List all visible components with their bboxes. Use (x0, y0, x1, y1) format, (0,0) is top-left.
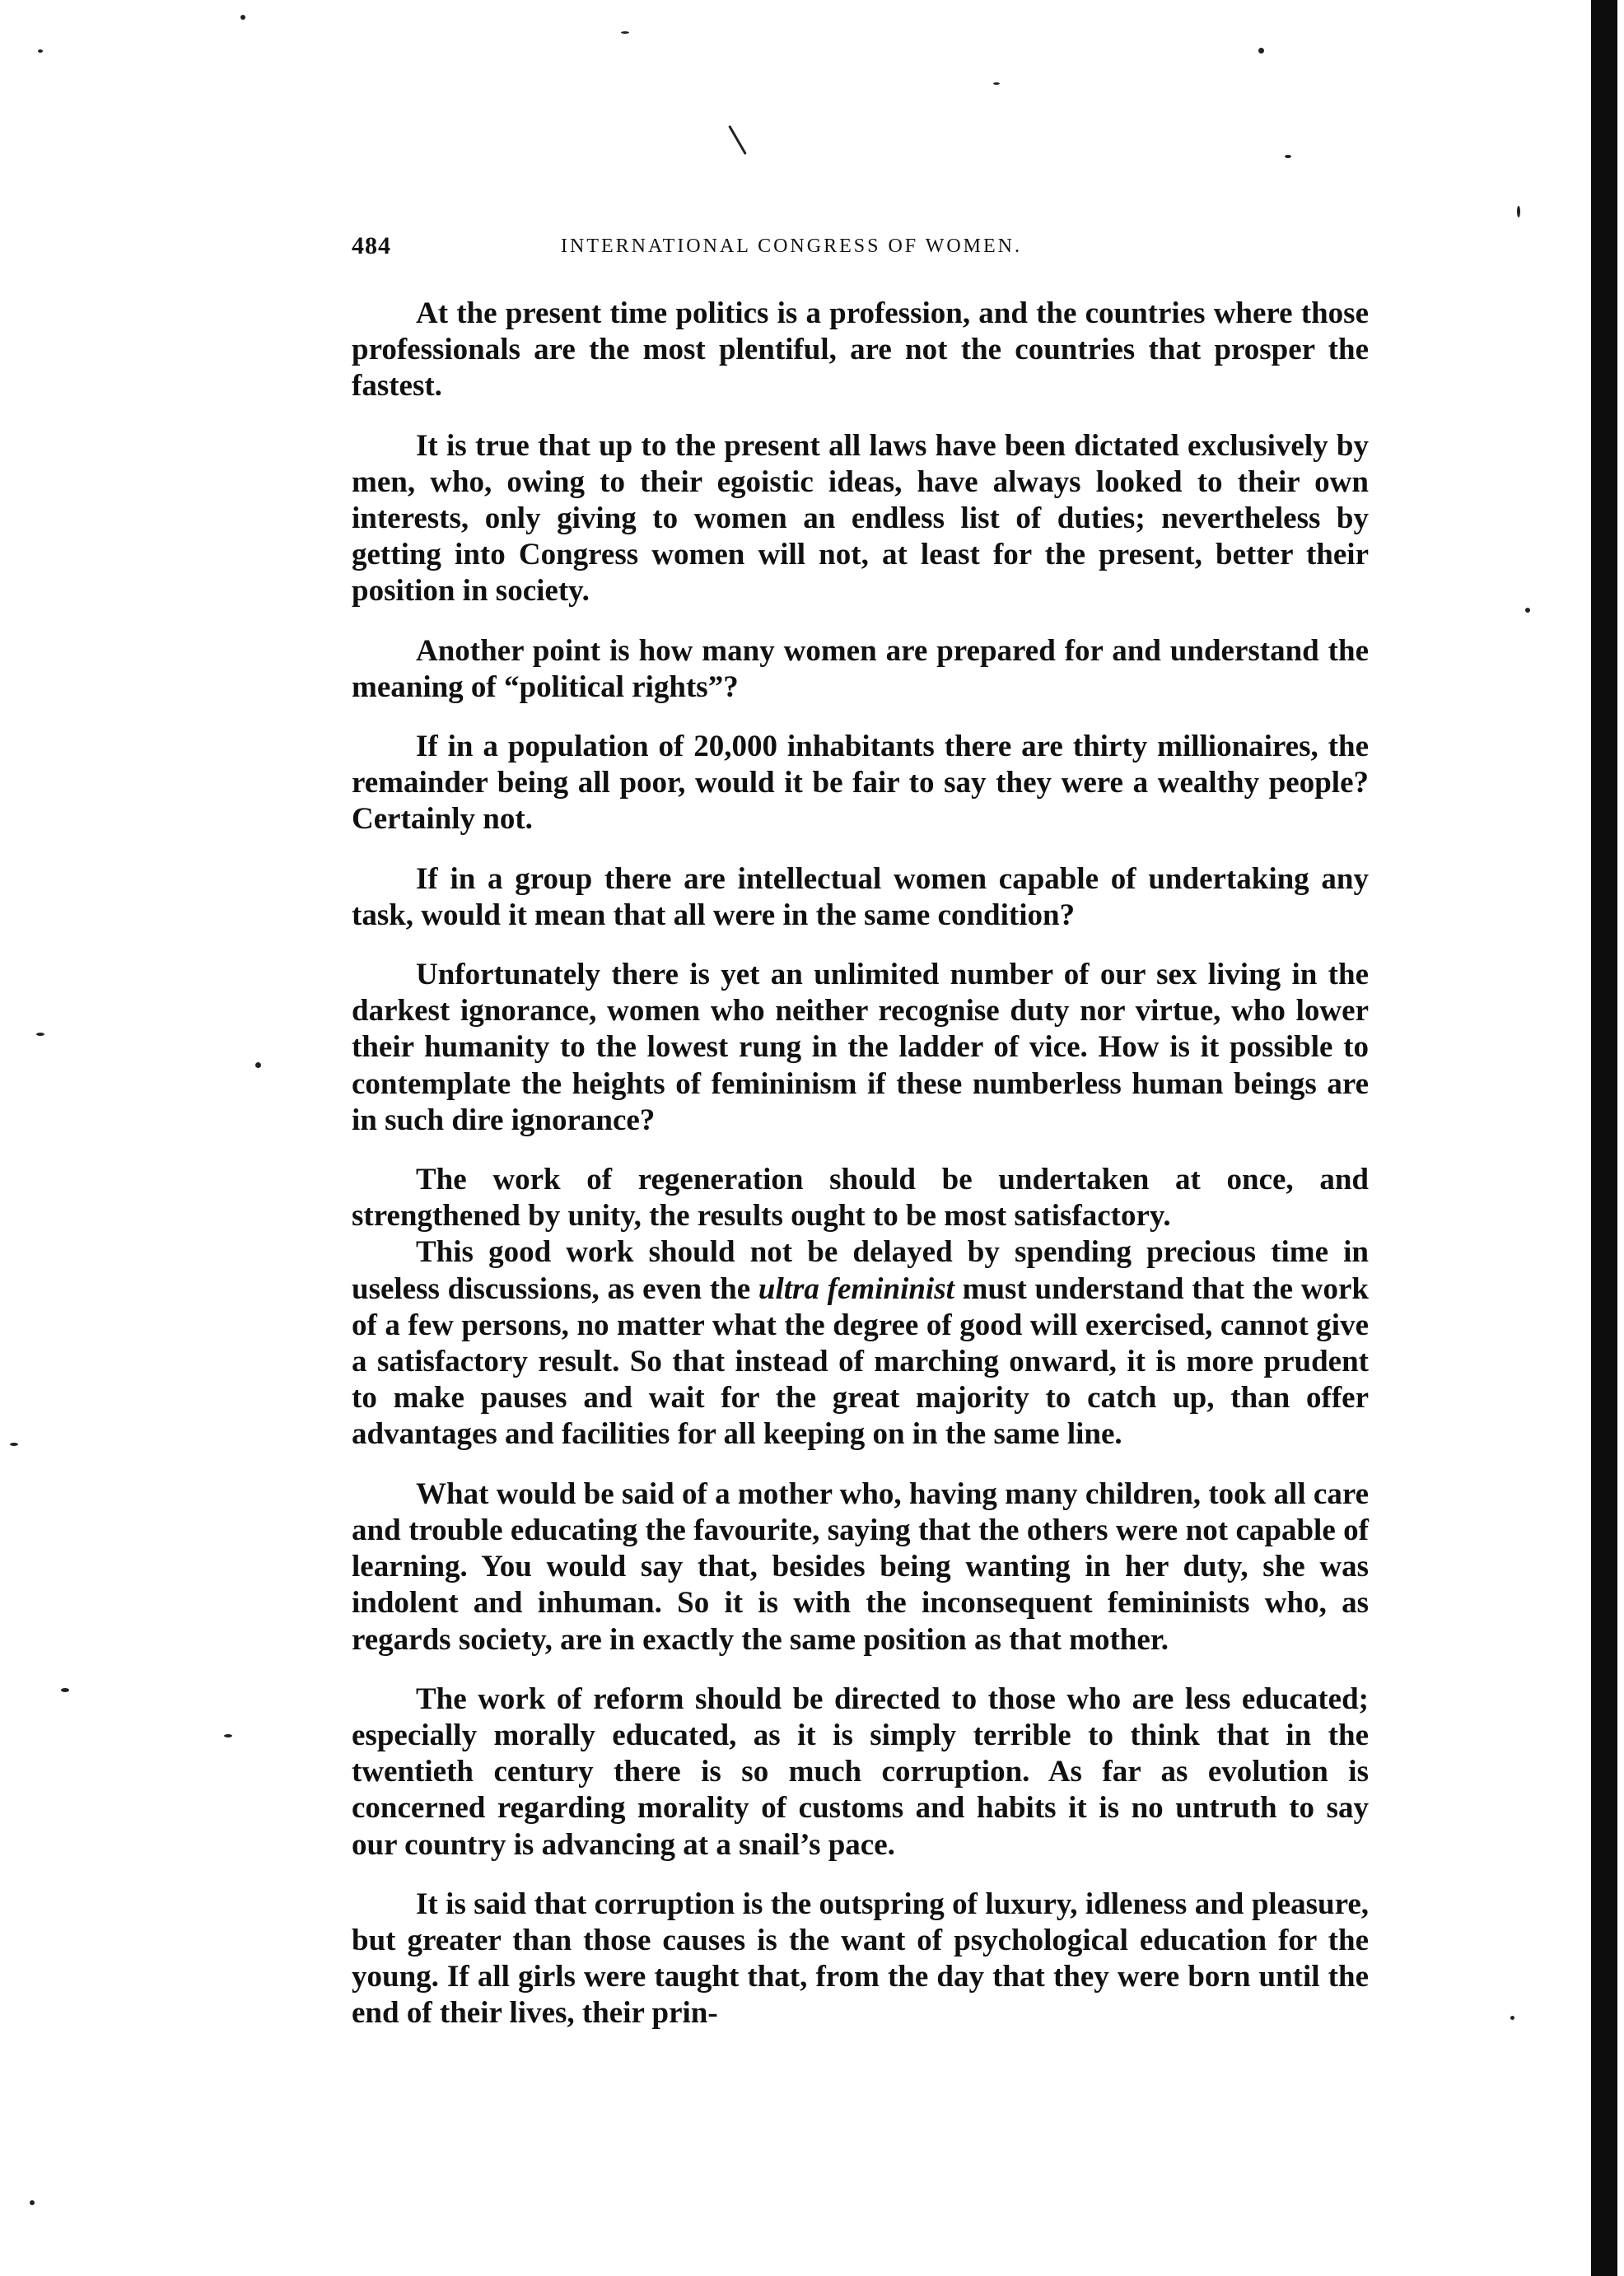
scan-speck (728, 125, 747, 155)
body-text (352, 296, 1369, 2055)
page-header (352, 232, 1369, 265)
scan-speck (61, 1688, 69, 1692)
scan-speck (621, 31, 629, 34)
scan-speck (10, 1443, 18, 1446)
paragraph: The work of regeneration should be undertaken at once, and strengthened by unity, the results ought to be most satisfactory. (352, 1163, 1369, 1234)
paragraph-text: must understand that the work of a few persons, no matter what the degree of good will exercised, cannot give a satisfactory result. So that instead of marching onward, it is more prudent to make pauses and wait for the great majority to catch up, than offer advantages and facilities for all keeping on in the same line. (352, 1271, 1370, 1452)
paragraph: At the present time politics is a profession, and the countries where those professionals are the most plentiful, are not the countries that prosper the fastest. (352, 296, 1369, 403)
paragraph: It is true that up to the present all laws have been dictated exclusively by men, who, owing to their egoistic ideas, have always looked to their own interests, only giving to women an endless list of duties; nevertheless by getting into Congress women will not, at least for the present, better their position in society. (352, 428, 1369, 609)
paragraph: Unfortunately there is yet an unlimited number of our sex living in the darkest ignorance, women who neither recognise duty nor virtue, who lower their humanity to the lowest rung in the ladder of vice. How is it possible to contemplate the heights of femininism if these numberless human beings are in such dire ignorance? (352, 958, 1369, 1137)
scan-edge-shadow (1591, 0, 1617, 2276)
scan-speck (1285, 155, 1291, 158)
running-head: INTERNATIONAL CONGRESS OF WOMEN. (561, 236, 1023, 257)
emphasis-text: ultra femininist (758, 1271, 954, 1306)
scan-speck (993, 82, 1000, 85)
paragraph: What would be said of a mother who, having many children, took all care and trouble educating the favourite, saying that the others were not capable of learning. You would say that, besides being wanting in her duty, she was indolent and inhuman. So it is with the inconsequent femininists who, as regards society, are in exactly the same position as that mother. (352, 1476, 1369, 1657)
scan-speck (30, 2200, 35, 2205)
scan-speck (1510, 2016, 1514, 2020)
paragraph: Another point is how many women are prepared for and understand the meaning of “political rights”? (352, 633, 1369, 704)
scan-speck (240, 15, 245, 20)
scan-speck (1517, 206, 1520, 217)
page-number: 484 (352, 232, 391, 259)
paragraph: If in a group there are intellectual women capable of undertaking any task, would it mean that all were in the same condition? (352, 861, 1369, 932)
paragraph: The work of reform should be directed to those who are less educated; especially morally educated, as it is simply terrible to think that in the twentieth century there is so much corruption. As far as evolution is concerned regarding morality of customs and habits it is no untruth to say our country is advancing at a snail’s pace. (352, 1681, 1369, 1862)
scan-speck (38, 49, 43, 53)
paragraph (352, 1234, 1369, 1453)
paragraph: If in a population of 20,000 inhabitants there are thirty millionaires, the remainder being all poor, would it be fair to say they were a wealthy people? Certainly not. (352, 730, 1369, 837)
scan-speck (1258, 48, 1264, 54)
scan-speck (255, 1062, 261, 1068)
scan-speck (1525, 608, 1530, 613)
paragraph-text: This good work should not be delayed by spending precious time in useless discussions, as even the (352, 1235, 1369, 1306)
scan-speck (36, 1033, 44, 1036)
scan-speck (224, 1734, 232, 1737)
paragraph: It is said that corruption is the outspring of luxury, idleness and pleasure, but greater than those causes is the want of psychological education for the young. If all girls were taught that, from the day that they were born until the end of their lives, their prin- (352, 1887, 1369, 2031)
